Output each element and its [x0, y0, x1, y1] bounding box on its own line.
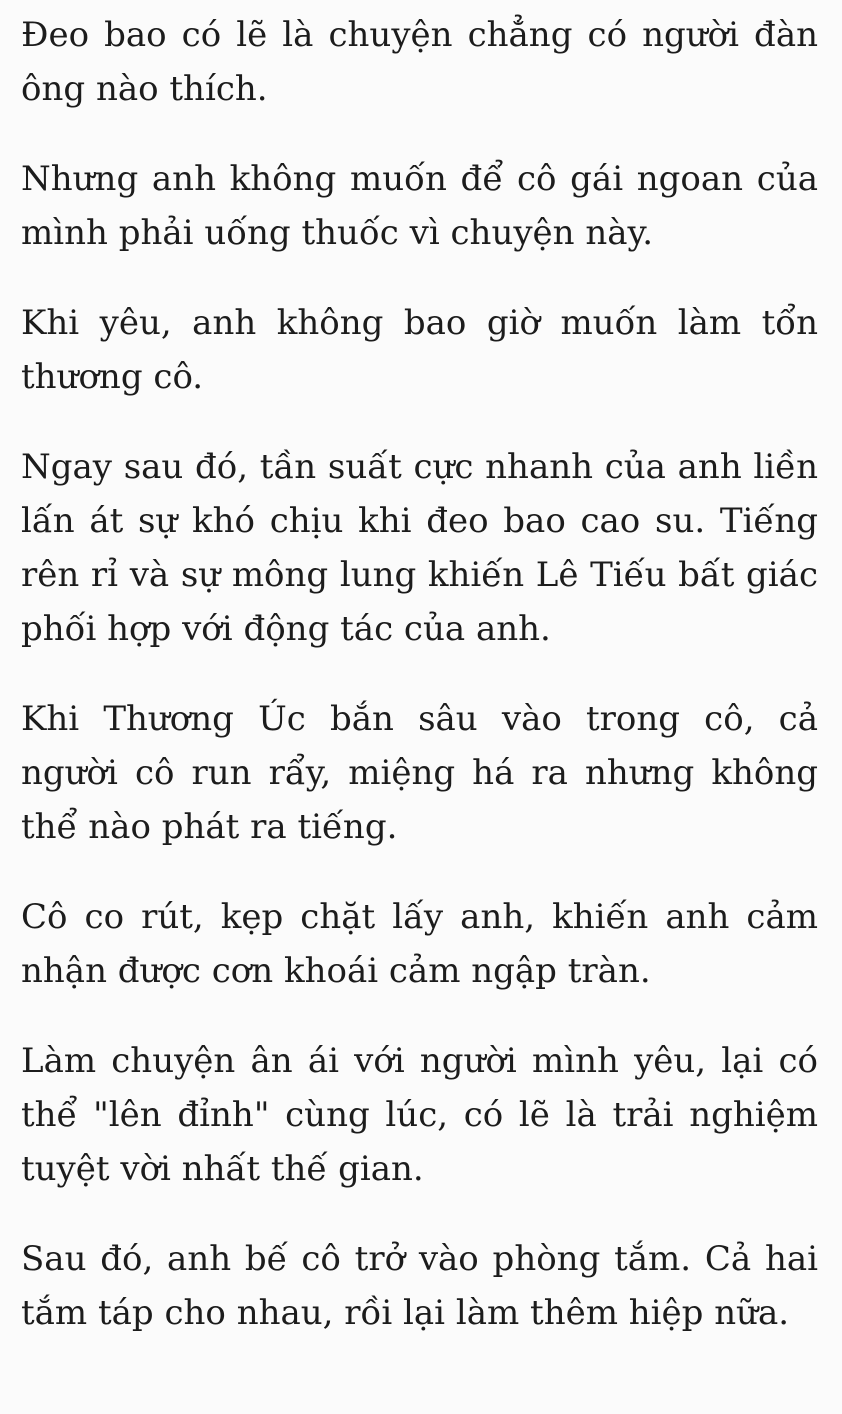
paragraph-5: Khi Thương Úc bắn sâu vào trong cô, cả người cô run rẩy, miệng há ra nhưng không thể nào phát ra tiếng. — [21, 699, 818, 847]
paragraph-6: Cô co rút, kẹp chặt lấy anh, khiến anh cảm nhận được cơn khoái cảm ngập tràn. — [21, 897, 818, 991]
paragraph-4: Ngay sau đó, tần suất cực nhanh của anh liền lấn át sự khó chịu khi đeo bao cao su. Tiếng rên rỉ và sự mông lung khiến Lê Tiếu bất giác phối hợp với động tác của anh. — [21, 447, 818, 649]
paragraph-3: Khi yêu, anh không bao giờ muốn làm tổn thương cô. — [21, 303, 818, 397]
paragraph-8: Sau đó, anh bế cô trở vào phòng tắm. Cả hai tắm táp cho nhau, rồi lại làm thêm hiệp nữa. — [21, 1239, 818, 1333]
paragraph-2: Nhưng anh không muốn để cô gái ngoan của mình phải uống thuốc vì chuyện này. — [21, 159, 818, 253]
paragraph-7: Làm chuyện ân ái với người mình yêu, lại có thể "lên đỉnh" cùng lúc, có lẽ là trải nghiệm tuyệt vời nhất thế gian. — [21, 1041, 818, 1189]
paragraph-1: Đeo bao có lẽ là chuyện chẳng có người đàn ông nào thích. — [21, 15, 818, 109]
